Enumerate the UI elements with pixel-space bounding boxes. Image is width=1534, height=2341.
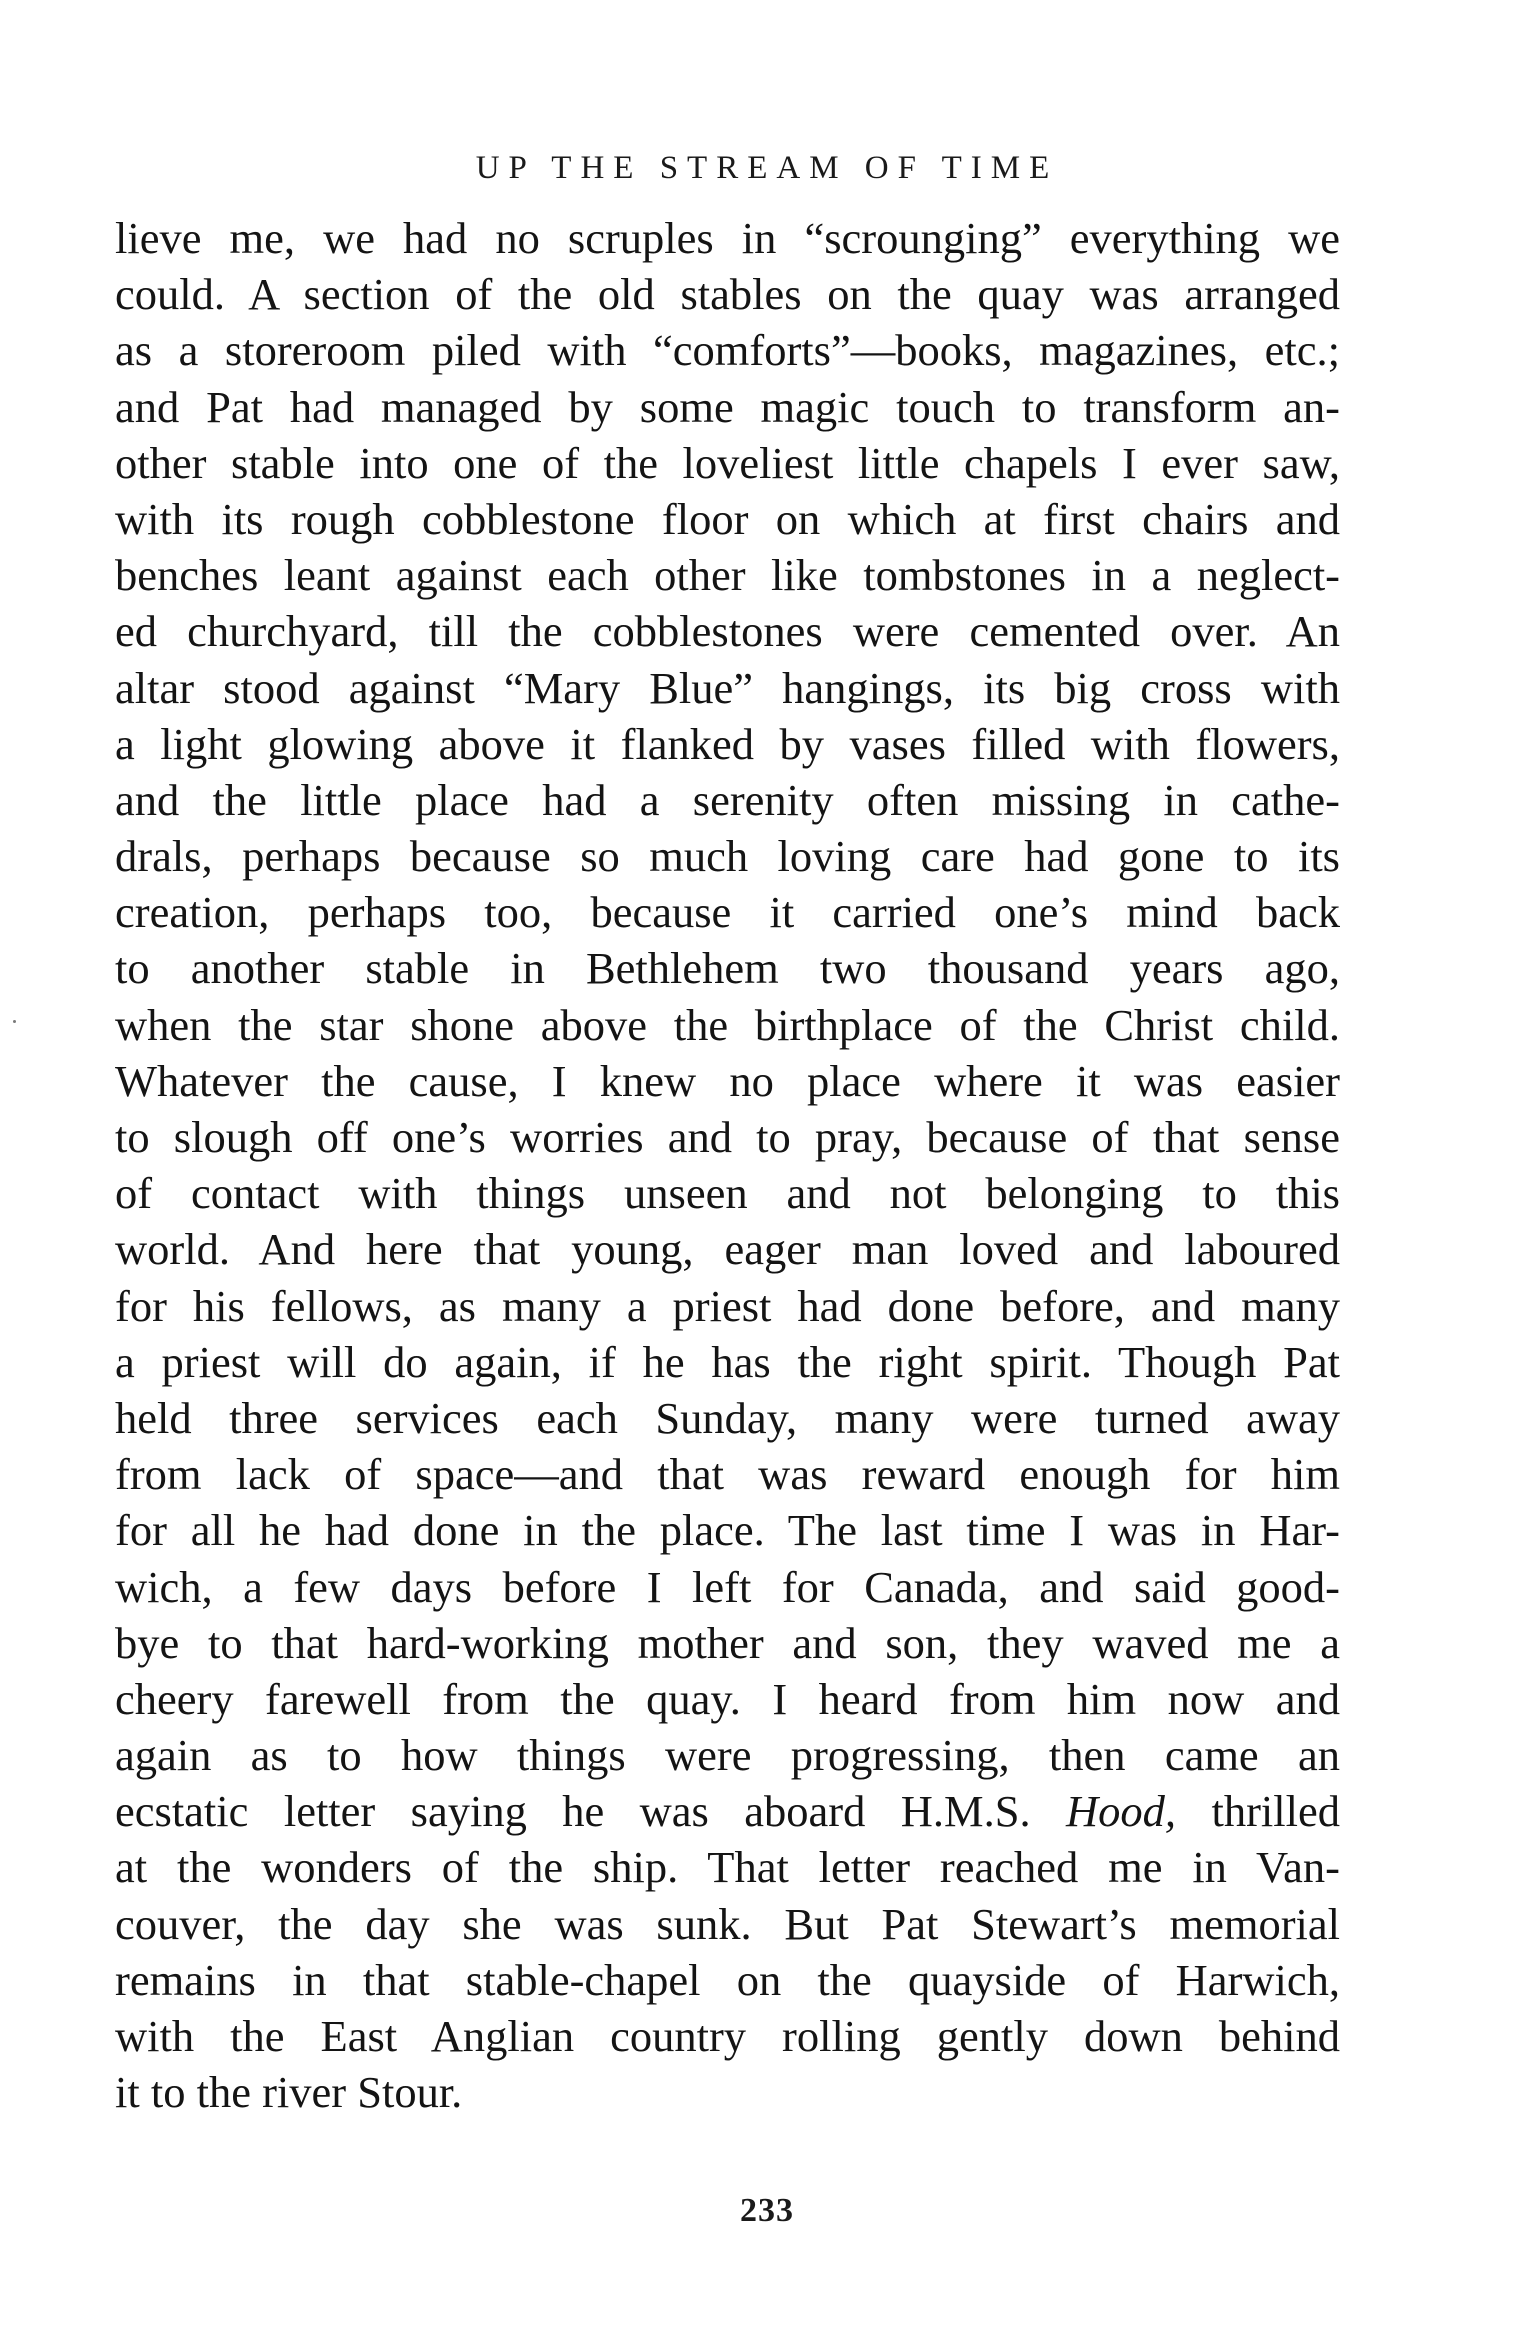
text-line: for all he had done in the place. The last time I was in Har- [115, 1505, 1340, 1556]
text-line: at the wonders of the ship. That letter reached me in Van- [115, 1842, 1340, 1893]
text-segment: thrilled [1176, 1786, 1340, 1837]
text-line: a priest will do again, if he has the right spirit. Though Pat [115, 1336, 1340, 1387]
text-line: lieve me, we had no scruples in “scrounging” everything we [115, 213, 1340, 263]
running-head: UP THE STREAM OF TIME [475, 150, 1059, 186]
text-line: as a storeroom piled with “comforts”—books, magazines, etc.; [115, 325, 1340, 376]
ship-name-italic: Hood, [1066, 1786, 1177, 1837]
text-line: world. And here that young, eager man loved and laboured [115, 1224, 1340, 1275]
text-line-mixed [115, 1783, 1340, 1839]
text-line: when the star shone above the birthplace of the Christ child. [115, 999, 1340, 1050]
text-line: and the little place had a serenity often missing in cathe- [115, 774, 1340, 825]
text-line: of contact with things unseen and not belonging to this [115, 1168, 1340, 1219]
text-line: a light glowing above it flanked by vases filled with flowers, [115, 718, 1340, 769]
text-line: creation, perhaps too, because it carried one’s mind back [115, 887, 1340, 938]
text-line: it to the river Stour. [115, 2067, 463, 2118]
text-line: could. A section of the old stables on the quay was arranged [115, 269, 1340, 320]
text-line: from lack of space—and that was reward enough for him [115, 1449, 1340, 1500]
text-line: for his fellows, as many a priest had done before, and many [115, 1280, 1340, 1331]
text-line: remains in that stable-chapel on the quayside of Harwich, [115, 1954, 1340, 2005]
body-text [115, 210, 1340, 2120]
text-line: to another stable in Bethlehem two thousand years ago, [115, 943, 1340, 994]
text-line: cheery farewell from the quay. I heard from him now and [115, 1673, 1340, 1724]
text-line: ed churchyard, till the cobblestones were cemented over. An [115, 606, 1340, 657]
text-segment: ecstatic letter saying he was aboard H.M.S. [115, 1786, 1067, 1837]
text-line: to slough off one’s worries and to pray, because of that sense [115, 1112, 1340, 1162]
text-line: wich, a few days before I left for Canada, and said good- [115, 1561, 1340, 1612]
text-line: again as to how things were progressing, then came an [115, 1730, 1340, 1781]
page-number: 233 [740, 2192, 794, 2229]
text-line: held three services each Sunday, many were turned away [115, 1392, 1340, 1443]
text-line: Whatever the cause, I knew no place where it was easier [115, 1055, 1340, 1106]
text-line: bye to that hard-working mother and son, they waved me a [115, 1617, 1340, 1668]
text-line: couver, the day she was sunk. But Pat Stewart’s memorial [115, 1898, 1340, 1949]
text-line: benches leant against each other like tombstones in a neglect- [115, 550, 1340, 601]
text-line: altar stood against “Mary Blue” hangings, its big cross with [115, 662, 1340, 713]
text-line: and Pat had managed by some magic touch to transform an- [115, 381, 1340, 432]
text-line: drals, perhaps because so much loving care had gone to its [115, 831, 1340, 882]
scan-speck [13, 1020, 16, 1023]
text-line: with the East Anglian country rolling gently down behind [115, 2011, 1340, 2061]
text-line: with its rough cobblestone floor on which at first chairs and [115, 493, 1340, 544]
text-line: other stable into one of the loveliest little chapels I ever saw, [115, 437, 1340, 488]
